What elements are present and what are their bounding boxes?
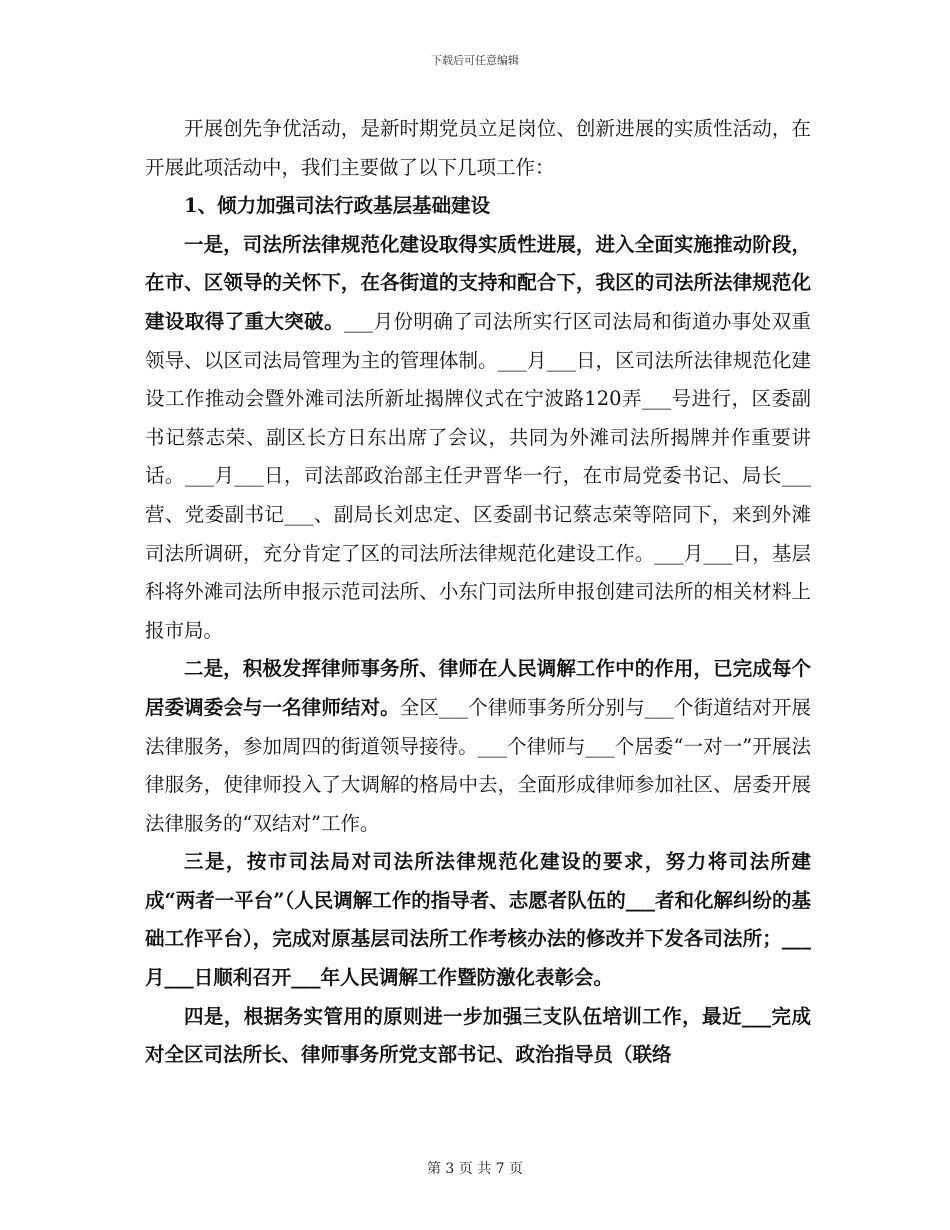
- paragraph-third: [145, 843, 811, 997]
- intro-paragraph: 开展创先争优活动，是新时期党员立足岗位、创新进展的实质性活动，在开展此项活动中，我们主要做了以下几项工作：: [145, 117, 811, 179]
- section-heading: 1、倾力加强司法行政基层基础建设: [184, 194, 491, 218]
- paragraph-fourth: [145, 998, 811, 1075]
- paragraph-second: [145, 650, 811, 843]
- document-body: [145, 110, 811, 1075]
- paragraph-lead: 四是，根据务实管用的原则进一步加强三支队伍培训工作，最近___完成对全区司法所长、律师事务所党支部书记、政治指导员（联络: [145, 1004, 811, 1067]
- paragraph-lead: 二是，积极发挥律师事务所、律师在人民调解工作中的作用，已完成每个居委调委会与一名律师结对。: [145, 657, 811, 719]
- paragraph-first: [145, 226, 811, 651]
- paragraph-lead: 一是，司法所法律规范化建设取得实质性进展，进入全面实施推动阶段，在市、区领导的关怀下，在各街道的支持和配合下，我区的司法所法律规范化建设取得了重大突破。: [145, 232, 811, 333]
- paragraph-body: 全区___个律师事务所分别与___个街道结对开展法律服务，参加周四的街道领导接待。___个律师与___个居委“一对一”开展法律服务，使律师投入了大调解的格局中去，全面形成律师参加社区、居委开展法律服务的“双结对”工作。: [145, 695, 811, 835]
- page-footer: 第 3 页 共 7 页: [426, 1161, 524, 1177]
- paragraph-body: ___月份明确了司法所实行区司法局和街道办事处双重领导、以区司法局管理为主的管理体制。___月___日，区司法所法律规范化建设工作推动会暨外滩司法所新址揭牌仪式在宁波路120弄___号进行，区委副书记蔡志荣、副区长方日东出席了会议，共同为外滩司法所揭牌并作重要讲话。___月___日，司法部政治部主任尹晋华一行，在市局党委书记、局长___营、党委副书记___、副局长刘忠定、区委副书记蔡志荣等陪同下，来到外滩司法所调研，充分肯定了区的司法所法律规范化建设工作。___月___日，基层科将外滩司法所申报示范司法所、小东门司法所申报创建司法所的相关材料上报市局。: [145, 309, 811, 642]
- paragraph-lead: 三是，按市司法局对司法所法律规范化建设的要求，努力将司法所建成“两者一平台”（人民调解工作的指导者、志愿者队伍的___者和化解纠纷的基础工作平台），完成对原基层司法所工作考核办法的修改并下发各司法所；___月___日顺利召开___年人民调解工作暨防激化表彰会。: [145, 850, 811, 990]
- page-header: 下载后可任意编辑: [431, 54, 519, 67]
